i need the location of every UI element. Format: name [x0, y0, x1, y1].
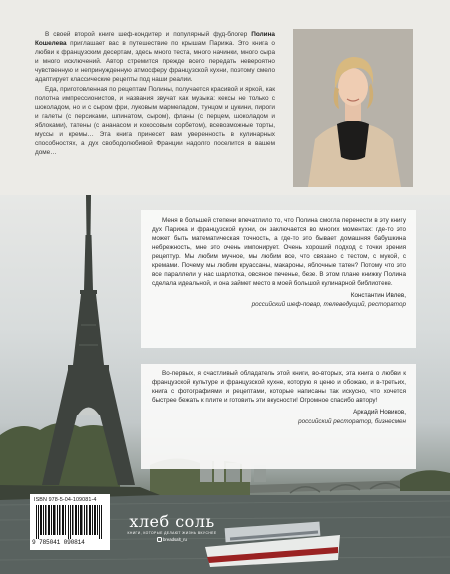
review-quote-text: Меня в большей степени впечатлило то, что Полина смогла перенести в эту книгу дух Парижа и французской кухни, он заключается во многих моментах: где-то это может быть математическая точность, а где-то это бывает домашняя бабушкина небрежность, мне это очень импонирует. Очень хороший подход с точки зрения рецептур. Мы любим мучное, мы любим все, что связано с тестом, с мукой, с кремами. Почему мы любим круассаны, макароны, яблочные татен? Потому что это все параллели у нас шарлотка, овсяное печенье, безе. В этом плане книжку Полина сделала идеальной, и она займет место в моей большой кулинарной библиотеке. [152, 217, 406, 287]
review-author-role: российский шеф-повар, телеведущий, ресторатор [251, 300, 406, 308]
intro-paragraph-2: Еда, приготовленная по рецептам Полины, получается красивой и яркой, как полотна импрессионистов, и названия звучат как музыка: кексы не только с шоколадом, но и с сыром фри, луковым мармеладом, тунцом и цукини, пироги и галеты (с персиками, шпинатом, сыром), фланы (с перцем, шоколадом и яблоками), татены (с ананасом и кокосовым сорбетом), всевозможные торты, муссы и кремы… Эта книга принесет вам уверенность в кулинарных способностях, а дух свободолюбивой Франции надолго поселится в вашем доме… [35, 85, 275, 157]
isbn-digits: 9 785041 090814 [32, 539, 85, 546]
publisher-social [117, 537, 227, 542]
review-author-name: Аркадий Новиков, [353, 409, 406, 416]
instagram-icon [157, 537, 162, 542]
review-quote-text: Во-первых, я счастливый обладатель этой книги, во-вторых, эта книга о любви к французской культуре и французской кухне, которую я ценю и обожаю, и в-третьих, книга с фотографиями и рецептами, которые написаны так искусно, что хочется быстрее бежать к плите и готовить эти вкусности! Огромное спасибо автору! [152, 370, 406, 404]
author-name: Полина Кошелева [35, 31, 275, 48]
publisher-logo [117, 514, 227, 542]
publisher-social-handle: breadsalt_ru [163, 537, 187, 542]
isbn-label: ISBN 978-5-04-109081-4 [34, 497, 97, 503]
intro-paragraph-1 [35, 30, 275, 85]
isbn-barcode [30, 494, 110, 550]
review-author-role: российский ресторатор, бизнесмен [298, 417, 406, 425]
intro-p1-text: В своей второй книге шеф-кондитер и популярный фуд-блогер [45, 31, 252, 38]
book-description [35, 30, 275, 157]
intro-p1-text-cont: приглашает вас в путешествие по крышам Парижа. Это книга о любви к французским десертам, здесь много теста, много начинки, много сыра и много исключений. Автор стремится прежде всего передать невероятно чувственную и непринужденную атмосферу французской кухни, поэтому смело адаптирует классические рецепты под наши реалии. [35, 40, 275, 84]
review-panel-novikov [141, 364, 416, 469]
publisher-wordmark: хлеб соль [129, 512, 215, 531]
publisher-tagline: КНИГИ, КОТОРЫЕ ДЕЛАЮТ ЖИЗНЬ ВКУСНЕЕ [127, 531, 217, 535]
barcode-bars [34, 505, 106, 539]
review-panel-ivlev [141, 210, 416, 348]
review-author-name: Константин Ивлев, [350, 292, 406, 299]
author-portrait-illustration [293, 29, 413, 187]
author-portrait-photo [293, 29, 413, 187]
